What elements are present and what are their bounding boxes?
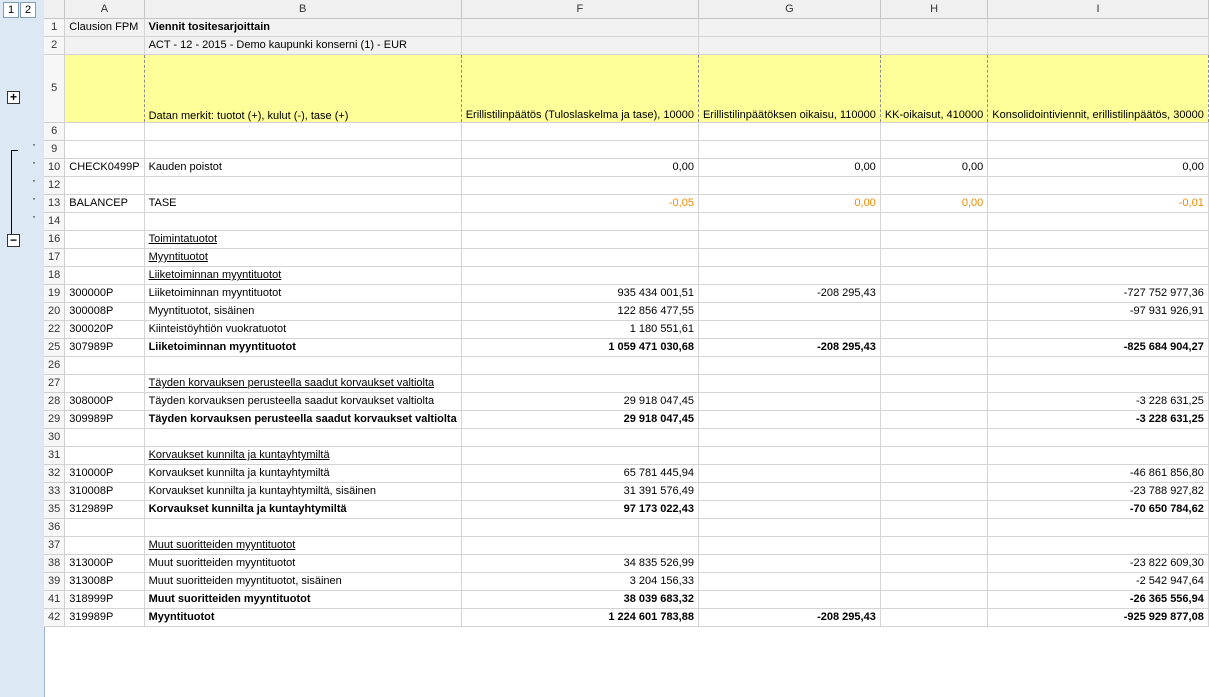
row-header[interactable]: 28	[44, 392, 65, 410]
cell-value-h[interactable]	[880, 320, 987, 338]
row-header[interactable]: 42	[44, 608, 65, 626]
cell-description[interactable]: Korvaukset kunnilta ja kuntayhtymiltä, sisäinen	[144, 482, 461, 500]
cell-value-i[interactable]	[988, 140, 1209, 158]
cell-value-f[interactable]: Erillistilinpäätös (Tuloslaskelma ja tase), 10000	[461, 54, 698, 122]
cell-value-h[interactable]	[880, 500, 987, 518]
cell-value-g[interactable]	[698, 248, 880, 266]
cell-account-code[interactable]: 308000P	[65, 392, 144, 410]
cell-value-i[interactable]: 0,00	[988, 158, 1209, 176]
cell-value-f[interactable]	[461, 536, 698, 554]
cell-value-g[interactable]	[698, 356, 880, 374]
cell-value-f[interactable]	[461, 266, 698, 284]
select-all-corner[interactable]	[44, 0, 65, 18]
row-header[interactable]: 12	[44, 176, 65, 194]
cell-value-f[interactable]	[461, 518, 698, 536]
cell-value-h[interactable]	[880, 410, 987, 428]
cell-description[interactable]: TASE	[144, 194, 461, 212]
table-row	[44, 176, 1208, 194]
cell-value-i[interactable]	[988, 536, 1209, 554]
cell-value-g[interactable]: 0,00	[698, 158, 880, 176]
cell-value-f[interactable]	[461, 356, 698, 374]
row-header[interactable]: 17	[44, 248, 65, 266]
row-header[interactable]: 1	[44, 18, 65, 36]
table-row	[44, 320, 1208, 338]
cell-value-g[interactable]	[698, 482, 880, 500]
cell-description[interactable]: Korvaukset kunnilta ja kuntayhtymiltä	[144, 500, 461, 518]
cell-value-f[interactable]	[461, 230, 698, 248]
cell-value-g[interactable]	[698, 176, 880, 194]
cell-description[interactable]: Myyntituotot	[144, 248, 461, 266]
table-row	[44, 428, 1208, 446]
table-row	[44, 194, 1208, 212]
table-row	[44, 590, 1208, 608]
table-row	[44, 248, 1208, 266]
cell-value-g[interactable]	[698, 464, 880, 482]
cell-value-g[interactable]: Erillistilinpäätöksen oikaisu, 110000	[698, 54, 880, 122]
cell-account-code[interactable]: 310000P	[65, 464, 144, 482]
cell-description[interactable]	[144, 122, 461, 140]
outline-level-1-button[interactable]: 1	[3, 2, 19, 18]
cell-description[interactable]: Myyntituotot, sisäinen	[144, 302, 461, 320]
cell-description[interactable]: ACT - 12 - 2015 - Demo kaupunki konserni (1) - EUR	[144, 36, 461, 54]
cell-description[interactable]	[144, 428, 461, 446]
table-row	[44, 572, 1208, 590]
table-row	[44, 392, 1208, 410]
cell-description[interactable]: Korvaukset kunnilta ja kuntayhtymiltä	[144, 464, 461, 482]
cell-value-h[interactable]	[880, 284, 987, 302]
cell-value-f[interactable]	[461, 446, 698, 464]
cell-value-h[interactable]	[880, 446, 987, 464]
cell-value-i[interactable]	[988, 518, 1209, 536]
cell-account-code[interactable]: 300020P	[65, 320, 144, 338]
row-header[interactable]: 2	[44, 36, 65, 54]
table-row	[44, 374, 1208, 392]
row-header[interactable]: 37	[44, 536, 65, 554]
cell-value-g[interactable]	[698, 392, 880, 410]
cell-value-f[interactable]: 122 856 477,55	[461, 302, 698, 320]
cell-value-h[interactable]	[880, 392, 987, 410]
cell-description[interactable]: Kauden poistot	[144, 158, 461, 176]
row-header[interactable]: 6	[44, 122, 65, 140]
cell-description[interactable]: Toimintatuotot	[144, 230, 461, 248]
cell-value-i[interactable]	[988, 356, 1209, 374]
cell-value-i[interactable]: -2 542 947,64	[988, 572, 1209, 590]
cell-account-code[interactable]	[65, 176, 144, 194]
cell-description[interactable]	[144, 356, 461, 374]
cell-value-f[interactable]: 0,00	[461, 158, 698, 176]
cell-value-g[interactable]	[698, 36, 880, 54]
cell-value-i[interactable]	[988, 374, 1209, 392]
cell-description[interactable]: Täyden korvauksen perusteella saadut korvaukset valtiolta	[144, 392, 461, 410]
cell-account-code[interactable]: Clausion FPM	[65, 18, 144, 36]
row-header[interactable]: 25	[44, 338, 65, 356]
cell-value-h[interactable]	[880, 338, 987, 356]
cell-description[interactable]: Muut suoritteiden myyntituotot	[144, 554, 461, 572]
cell-value-i[interactable]: -825 684 904,27	[988, 338, 1209, 356]
cell-value-g[interactable]	[698, 428, 880, 446]
cell-value-g[interactable]	[698, 554, 880, 572]
cell-account-code[interactable]: 310008P	[65, 482, 144, 500]
cell-value-g[interactable]	[698, 500, 880, 518]
cell-value-i[interactable]	[988, 122, 1209, 140]
cell-value-f[interactable]: 34 835 526,99	[461, 554, 698, 572]
cell-value-h[interactable]	[880, 608, 987, 626]
cell-value-g[interactable]	[698, 410, 880, 428]
row-header[interactable]: 14	[44, 212, 65, 230]
cell-value-h[interactable]	[880, 554, 987, 572]
cell-value-f[interactable]: 3 204 156,33	[461, 572, 698, 590]
cell-value-h[interactable]	[880, 518, 987, 536]
cell-description[interactable]: Täyden korvauksen perusteella saadut korvaukset valtiolta	[144, 410, 461, 428]
row-header[interactable]: 36	[44, 518, 65, 536]
cell-description[interactable]	[144, 518, 461, 536]
cell-value-f[interactable]	[461, 176, 698, 194]
cell-account-code[interactable]: 307989P	[65, 338, 144, 356]
table-row	[44, 158, 1208, 176]
cell-value-f[interactable]: 935 434 001,51	[461, 284, 698, 302]
cell-value-f[interactable]	[461, 248, 698, 266]
cell-value-h[interactable]: KK-oikaisut, 410000	[880, 54, 987, 122]
cell-value-f[interactable]: 38 039 683,32	[461, 590, 698, 608]
cell-value-f[interactable]: 1 180 551,61	[461, 320, 698, 338]
cell-value-g[interactable]: -208 295,43	[698, 284, 880, 302]
cell-value-f[interactable]	[461, 140, 698, 158]
cell-value-f[interactable]	[461, 18, 698, 36]
group-dot-icon: ·	[32, 137, 36, 151]
row-header[interactable]: 16	[44, 230, 65, 248]
cell-value-i[interactable]: -3 228 631,25	[988, 392, 1209, 410]
cell-value-h[interactable]	[880, 122, 987, 140]
row-header[interactable]: 20	[44, 302, 65, 320]
cell-description[interactable]: Datan merkit: tuotot (+), kulut (-), tase (+)	[144, 54, 461, 122]
row-header[interactable]: 29	[44, 410, 65, 428]
cell-description[interactable]: Täyden korvauksen perusteella saadut korvaukset valtiolta	[144, 374, 461, 392]
table-row	[44, 446, 1208, 464]
cell-value-f[interactable]: 29 918 047,45	[461, 392, 698, 410]
table-row	[44, 54, 1208, 122]
cell-account-code[interactable]	[65, 122, 144, 140]
cell-value-f[interactable]	[461, 212, 698, 230]
cell-value-i[interactable]	[988, 446, 1209, 464]
cell-description[interactable]: Muut suoritteiden myyntituotot	[144, 536, 461, 554]
cell-account-code[interactable]	[65, 374, 144, 392]
row-header[interactable]: 33	[44, 482, 65, 500]
cell-value-h[interactable]	[880, 230, 987, 248]
row-header[interactable]: 9	[44, 140, 65, 158]
row-header[interactable]: 31	[44, 446, 65, 464]
column-header-h[interactable]: H	[880, 0, 987, 18]
cell-description[interactable]: Liiketoiminnan myyntituotot	[144, 284, 461, 302]
cell-account-code[interactable]: 318999P	[65, 590, 144, 608]
cell-value-g[interactable]	[698, 18, 880, 36]
cell-account-code[interactable]: 309989P	[65, 410, 144, 428]
table-row	[44, 536, 1208, 554]
column-header-b[interactable]: B	[144, 0, 461, 18]
cell-value-g[interactable]	[698, 572, 880, 590]
cell-value-h[interactable]	[880, 36, 987, 54]
cell-description[interactable]: Liiketoiminnan myyntituotot	[144, 338, 461, 356]
cell-value-h[interactable]	[880, 212, 987, 230]
row-header[interactable]: 13	[44, 194, 65, 212]
cell-value-f[interactable]: 97 173 022,43	[461, 500, 698, 518]
cell-value-h[interactable]	[880, 266, 987, 284]
group-dot-icon: ·	[32, 155, 36, 169]
cell-account-code[interactable]: 319989P	[65, 608, 144, 626]
cell-account-code[interactable]	[65, 428, 144, 446]
cell-value-h[interactable]	[880, 572, 987, 590]
row-header[interactable]: 38	[44, 554, 65, 572]
group-bracket	[11, 150, 18, 237]
column-header-g[interactable]: G	[698, 0, 880, 18]
table-row	[44, 608, 1208, 626]
row-header[interactable]: 26	[44, 356, 65, 374]
cell-value-h[interactable]	[880, 176, 987, 194]
cell-value-i[interactable]: -46 861 856,80	[988, 464, 1209, 482]
row-header[interactable]: 41	[44, 590, 65, 608]
cell-value-h[interactable]: 0,00	[880, 158, 987, 176]
cell-value-i[interactable]: -97 931 926,91	[988, 302, 1209, 320]
cell-value-g[interactable]	[698, 140, 880, 158]
cell-account-code[interactable]: BALANCEP	[65, 194, 144, 212]
row-header[interactable]: 39	[44, 572, 65, 590]
cell-value-f[interactable]: 1 059 471 030,68	[461, 338, 698, 356]
cell-value-i[interactable]: -23 788 927,82	[988, 482, 1209, 500]
cell-account-code[interactable]: 313000P	[65, 554, 144, 572]
cell-value-h[interactable]	[880, 18, 987, 36]
cell-description[interactable]	[144, 140, 461, 158]
table-row	[44, 482, 1208, 500]
cell-value-g[interactable]	[698, 122, 880, 140]
row-header[interactable]: 32	[44, 464, 65, 482]
cell-value-i[interactable]: -26 365 556,94	[988, 590, 1209, 608]
cell-value-g[interactable]: -208 295,43	[698, 608, 880, 626]
cell-account-code[interactable]: 313008P	[65, 572, 144, 590]
cell-value-g[interactable]	[698, 302, 880, 320]
row-header[interactable]: 27	[44, 374, 65, 392]
column-header-i[interactable]: I	[988, 0, 1209, 18]
cell-value-i[interactable]: -727 752 977,36	[988, 284, 1209, 302]
cell-value-f[interactable]: 29 918 047,45	[461, 410, 698, 428]
cell-value-g[interactable]	[698, 446, 880, 464]
cell-value-i[interactable]	[988, 18, 1209, 36]
column-header-a[interactable]: A	[65, 0, 144, 18]
cell-value-h[interactable]	[880, 302, 987, 320]
cell-value-i[interactable]	[988, 176, 1209, 194]
table-row	[44, 410, 1208, 428]
cell-value-f[interactable]: 65 781 445,94	[461, 464, 698, 482]
outline-panel	[0, 0, 45, 697]
cell-description[interactable]: Korvaukset kunnilta ja kuntayhtymiltä	[144, 446, 461, 464]
cell-description[interactable]: Muut suoritteiden myyntituotot	[144, 590, 461, 608]
cell-value-h[interactable]	[880, 140, 987, 158]
table-row	[44, 500, 1208, 518]
cell-description[interactable]: Muut suoritteiden myyntituotot, sisäinen	[144, 572, 461, 590]
cell-value-i[interactable]	[988, 320, 1209, 338]
row-header[interactable]: 35	[44, 500, 65, 518]
cell-value-g[interactable]	[698, 320, 880, 338]
cell-account-code[interactable]	[65, 36, 144, 54]
cell-value-h[interactable]	[880, 464, 987, 482]
cell-value-h[interactable]	[880, 428, 987, 446]
cell-value-i[interactable]	[988, 266, 1209, 284]
cell-account-code[interactable]	[65, 54, 144, 122]
cell-description[interactable]	[144, 212, 461, 230]
cell-account-code[interactable]: 312989P	[65, 500, 144, 518]
table-row	[44, 18, 1208, 36]
cell-value-i[interactable]	[988, 248, 1209, 266]
row-header[interactable]: 19	[44, 284, 65, 302]
cell-account-code[interactable]	[65, 446, 144, 464]
cell-value-g[interactable]	[698, 590, 880, 608]
column-header-row	[44, 0, 1208, 18]
cell-value-i[interactable]	[988, 36, 1209, 54]
cell-value-f[interactable]	[461, 122, 698, 140]
cell-value-f[interactable]	[461, 374, 698, 392]
spreadsheet-grid	[44, 0, 1209, 627]
cell-value-g[interactable]	[698, 230, 880, 248]
cell-account-code[interactable]	[65, 518, 144, 536]
cell-value-h[interactable]	[880, 356, 987, 374]
table-row	[44, 356, 1208, 374]
cell-account-code[interactable]	[65, 356, 144, 374]
cell-value-f[interactable]	[461, 36, 698, 54]
table-row	[44, 284, 1208, 302]
row-header[interactable]: 5	[44, 54, 65, 122]
cell-account-code[interactable]	[65, 536, 144, 554]
cell-description[interactable]: Myyntituotot	[144, 608, 461, 626]
cell-account-code[interactable]: CHECK0499P	[65, 158, 144, 176]
cell-value-h[interactable]	[880, 536, 987, 554]
cell-value-g[interactable]	[698, 518, 880, 536]
cell-description[interactable]: Viennit tositesarjoittain	[144, 18, 461, 36]
cell-value-i[interactable]: Konsolidointiviennit, erillistilinpäätös, 30000	[988, 54, 1209, 122]
cell-value-h[interactable]	[880, 482, 987, 500]
row-header[interactable]: 22	[44, 320, 65, 338]
cell-value-i[interactable]: -925 929 877,08	[988, 608, 1209, 626]
cell-value-i[interactable]: -0,01	[988, 194, 1209, 212]
table-row	[44, 338, 1208, 356]
cell-description[interactable]	[144, 176, 461, 194]
cell-value-i[interactable]: -70 650 784,62	[988, 500, 1209, 518]
table-row	[44, 122, 1208, 140]
cell-account-code[interactable]	[65, 266, 144, 284]
column-header-f[interactable]: F	[461, 0, 698, 18]
group-dot-icon: ·	[32, 173, 36, 187]
cell-value-i[interactable]: -3 228 631,25	[988, 410, 1209, 428]
group-dot-icon: ·	[32, 209, 36, 223]
cell-account-code[interactable]	[65, 212, 144, 230]
cell-account-code[interactable]	[65, 248, 144, 266]
group-dot-icon: ·	[32, 191, 36, 205]
cell-value-f[interactable]: -0,05	[461, 194, 698, 212]
cell-value-f[interactable]	[461, 428, 698, 446]
outline-level-2-button[interactable]: 2	[20, 2, 36, 18]
cell-value-g[interactable]	[698, 536, 880, 554]
table-row	[44, 464, 1208, 482]
table-row	[44, 518, 1208, 536]
table-row	[44, 302, 1208, 320]
cell-value-h[interactable]	[880, 248, 987, 266]
cell-description[interactable]: Liiketoiminnan myyntituotot	[144, 266, 461, 284]
cell-value-i[interactable]: -23 822 609,30	[988, 554, 1209, 572]
cell-value-i[interactable]	[988, 428, 1209, 446]
cell-value-h[interactable]: 0,00	[880, 194, 987, 212]
table-row	[44, 140, 1208, 158]
cell-account-code[interactable]	[65, 140, 144, 158]
cell-value-h[interactable]	[880, 374, 987, 392]
cell-value-g[interactable]	[698, 212, 880, 230]
cell-value-g[interactable]	[698, 266, 880, 284]
cell-value-g[interactable]	[698, 374, 880, 392]
table-row	[44, 36, 1208, 54]
collapse-group-icon[interactable]: −	[7, 234, 20, 247]
row-header[interactable]: 10	[44, 158, 65, 176]
cell-value-g[interactable]: 0,00	[698, 194, 880, 212]
table-row	[44, 212, 1208, 230]
row-header[interactable]: 18	[44, 266, 65, 284]
cell-value-h[interactable]	[880, 590, 987, 608]
cell-value-f[interactable]: 31 391 576,49	[461, 482, 698, 500]
cell-account-code[interactable]: 300008P	[65, 302, 144, 320]
cell-value-i[interactable]	[988, 230, 1209, 248]
table-row	[44, 554, 1208, 572]
cell-value-i[interactable]	[988, 212, 1209, 230]
cell-value-g[interactable]: -208 295,43	[698, 338, 880, 356]
row-header[interactable]: 30	[44, 428, 65, 446]
table-row	[44, 266, 1208, 284]
cell-account-code[interactable]	[65, 230, 144, 248]
cell-value-f[interactable]: 1 224 601 783,88	[461, 608, 698, 626]
table-row	[44, 230, 1208, 248]
expand-group-icon[interactable]: +	[7, 91, 20, 104]
cell-account-code[interactable]: 300000P	[65, 284, 144, 302]
cell-description[interactable]: Kiinteistöyhtiön vuokratuotot	[144, 320, 461, 338]
